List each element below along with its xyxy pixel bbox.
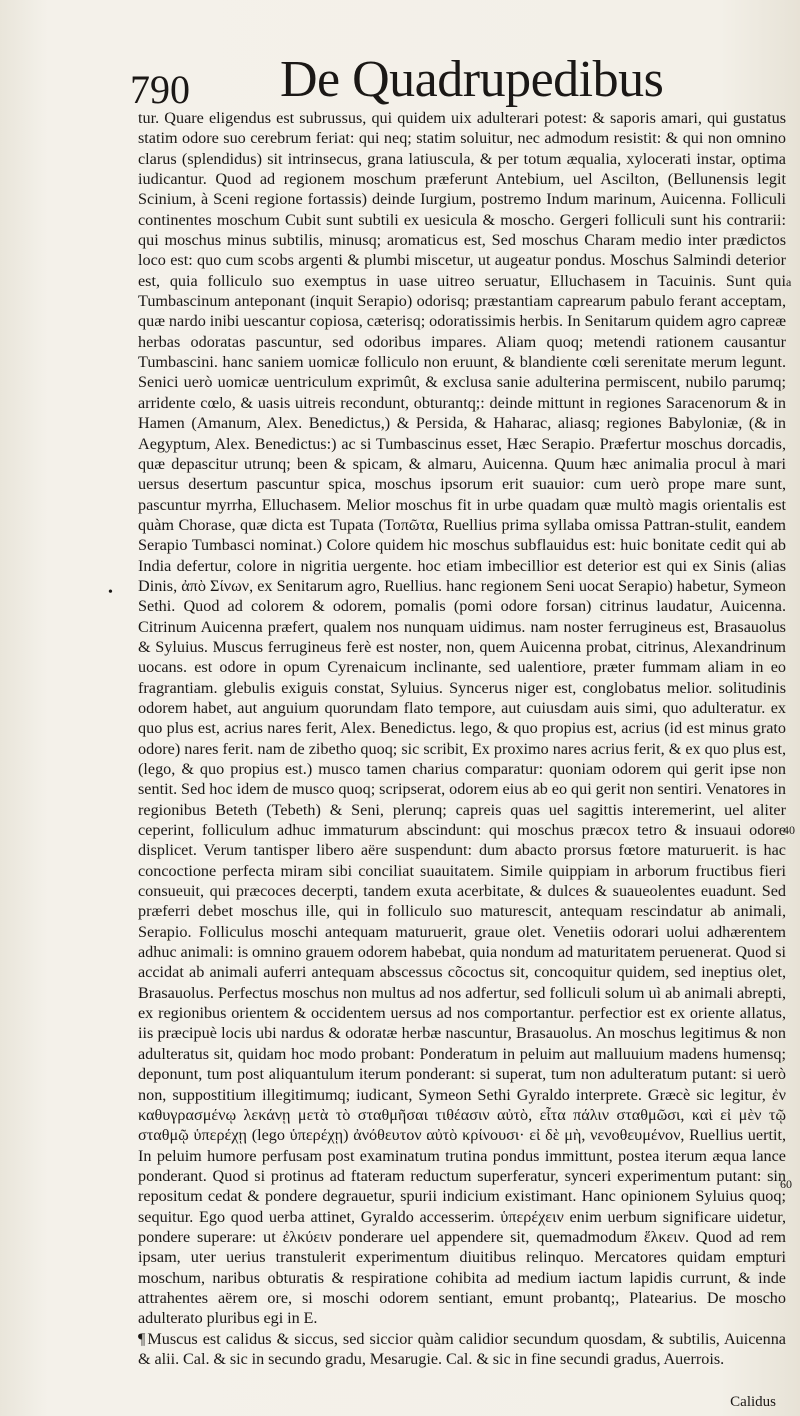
paragraph-2-text: Muscus est calidus & siccus, sed siccior quàm calidior secundum quosdam, & subtilis, Auicenna & alii. Cal. & sic in secundo gradu, Mesarugie. Cal. & sic in fine secundi gradus, Auerrois. <box>138 1329 786 1368</box>
main-text-block <box>138 108 786 1369</box>
paragraph-2 <box>138 1329 786 1370</box>
page-header <box>130 51 790 114</box>
margin-letter-a: a <box>786 275 792 289</box>
catchword: Calidus <box>730 1394 776 1410</box>
margin-number-40: 40 <box>783 823 795 837</box>
page-number: 790 <box>130 67 190 112</box>
paragraph-1: tur. Quare eligendus est subrussus, qui quidem uix adulterari potest: & saporis amari, qui gustatus statim odore suo cerebrum feriat: qui neq; statim soluitur, nec admodum resistit: & qui non omnino clarus (splendidus) sit intrinsecus, grana latiuscula, & per totum æqualia, xylocerati instar, optima iudicantur. Quod ad regionem moschum præferunt Antebium, uel Ascilton, (Bellunensis legit Scinium, à Sceni regione fortassis) deinde Iurgium, postremo Indum marinum, Auicenna. Folliculi continentes moschum Cubit sunt subtili ex uesicula & moscho. Gergeri folliculi sunt his contrarii: qui moschus minus subtilis, minusq; aromaticus est, Sed moschus Charam medio inter prædictos loco est: quo cum scobs argenti & plumbi miscetur, ut augeatur pondus. Moschus Salmindi deterior est, quia folliculo suo exemptus in uase uitreo seruatur, Elluchasem in Tacuinis. Sunt qui Tumbascinum anteponant (inquit Serapio) odorisq; præstantiam caprearum pabulo ferant acceptam, quæ nardo inibi uescantur copiosa, cæterisq; odoratissimis herbis. In Senitarum quidem agro capreæ herbas odoratas pascuntur, sed odoribus impares. Aliam quoq; metendi rationem causantur Tumbascini. hanc saniem uomicæ folliculo non eruunt, & blandiente cœli serenitate merum legunt. Senici uerò uomicæ uentriculum exprimût, & exclusa sanie adulterina permiscent, nubilo parumq; arridente cœlo, & uasis uitreis recondunt, obturantq;: deinde mittunt in regiones Saracenorum & in Hamen (Amanum, Alex. Benedictus,) & Persida, & Haharac, aliasq; regiones Babyloniæ, (& in Aegyptum, Alex. Benedictus:) ac si Tumbascinus esset, Hæc Serapio. Præfertur moschus dorcadis, quæ depascitur utrunq; been & spicam, & almaru, Auicenna. Quum hæc animalia procul à mari uersus desertum pascuntur spica, moschus ipsorum erit suauior: cum uerò prope mare sunt, pascuntur myrrha, Elluchasem. Melior moschus fit in urbe quadam quæ multò magis orientalis est quàm Chorase, quæ dicta est Tupata (Τοπῶτα, Ruellius prima syllaba omissa Pattran-stulit, eandem Serapio Tumbasci nominat.) Colore quidem hic moschus subflauidus est: huic bonitate cedit qui ab India defertur, colore in nigritia uergente. hoc etiam imbecillior est deterior est qui ex Sinis (alias Dinis, ἀπὸ Σίνων, ex Senitarum agro, Ruellius. hanc regionem Seni uocat Serapio) habetur, Symeon Sethi. Quod ad colorem & odorem, pomalis (pomi odore forsan) citrinus laudatur, Auicenna. Citrinum Auicenna præfert, qualem nos nunquam uidimus. nam noster ferrugineus est, Brasauolus & Syluius. Muscus ferrugineus ferè est noster, non, quem Auicenna probat, citrinus, Alexandrinum uocans. est odore in opum Cyrenaicum inclinante, sed ualentiore, præter fummam aliam in eo fragrantiam. glebulis exiguis constat, Syluius. Syncerus niger est, conglobatus melior. solitudinis odorem habet, aut anguium quorundam flato tempore, aut cuiusdam auis simi, quo adulteratur. ex quo plus est, acrius nares ferit, Alex. Benedictus. lego, & quo propius est, acrius (id est minus grato odore) nares ferit. nam de zibetho quoq; sic scribit, Ex proximo nares acrius ferit, & ex quo plus est, (lego, & quo propius est.) musco tamen charius comparatur: quoniam odorem qui gerit ipse non sentit. Sed hoc idem de musco quoq; scripserat, odorem eius ab eo qui gerit non sentiri. Venatores in regionibus Beteth (Tebeth) & Seni, plerunq; capreis quas uel sagittis interemerint, uel aliter ceperint, folliculum adhuc immaturum abscindunt: qui moschus præcox tetro & insuaui odore displicet. Verum tantisper libero aëre suspendunt: dum abacto prorsus fœtore maturuerit. is hac concoctione perfecta miram sibi conciliat suauitatem. Simile quippiam in arborum fructibus fieri consueuit, qui præcoces decerpti, tandem exuta acerbitate, & dulces & suaueolentes euadunt. Sed præferri debet moschus ille, qui in folliculo suo maturescit, antequam rescindatur ab animali, Serapio. Folliculus moschi antequam maturuerit, graue olet. Venetiis odorari uolui adhærentem adhuc animali: is omnino grauem odorem habebat, quia nondum ad maturitatem peruenerat. Quod si accidat ab animali auferri antequam abscessus cõcoctus sit, concoquitur quidem, sed ineptius olet, Brasauolus. Perfectus moschus non multus ad nos adfertur, sed folliculi solum uì ab animali abrepti, ex regionibus orientem & occidentem uersus ad nos comportantur. perfectior est ex oriente allatus, iis præcipuè locis ubi nardus & odoratæ herbæ nascuntur, Brasauolus. An moschus legitimus & non adulteratus sit, quidam hoc modo probant: Ponderatum in peluim aut malluuium madens humensq; deponunt, tum post aliquantulum iterum ponderant: si superat, tum non adulteratum putant: si uerò non, suppostitium illegitimumq; iudicant, Symeon Sethi Gyraldo interprete. Græcè sic legitur, ἐν καθυγρασμένῳ λεκάνῃ μετὰ τὸ σταθμῆσαι τιθέασιν αὐτὸ, εἶτα πάλιν σταθμῶσι, καὶ εἰ μὲν τῷ σταθμῷ ὑπερέχῃ (lego ὑπερέχῃ) ἀνόθευτον αὐτὸ κρίνουσι· εἰ δὲ μὴ, νενοθευμένον, Ruellius uertit, In peluim humore perfusam post examinatum trutina pondus immittunt, postea iterum æqua lance ponderant. Quod si protinus ad ftateram reductum superferatur, synceri experimentum putant: sin repositum cedat & pondere degrauetur, spurii indicium existimant. Hanc opinionem Syluius quoq; sequitur. Ego quod uerba attinet, Gyraldo accesserim. ὑπερέχειν enim uerbum significare uidetur, pondere superare: ut ἐλκύειν ponderare uel appendere sit, quemadmodum ἕλκειν. Quod ad rem ipsam, uter uerius transtulerit experimentum diuitibus relinquo. Mercatores quidam empturi moschum, naribus obturatis & respiratione cohibita ad medium iactum lapidis currunt, & inde attrahentes aërem ore, si moschi odorem sentiant, emunt probantq;, Platearius. De moscho adulterato pluribus egi in E. <box>138 109 786 1328</box>
margin-number-60: 60 <box>780 1177 792 1191</box>
running-title: De Quadrupedibus <box>280 51 664 108</box>
margin-bullet: • <box>108 585 113 600</box>
pilcrow-mark: ¶ <box>138 1329 146 1348</box>
